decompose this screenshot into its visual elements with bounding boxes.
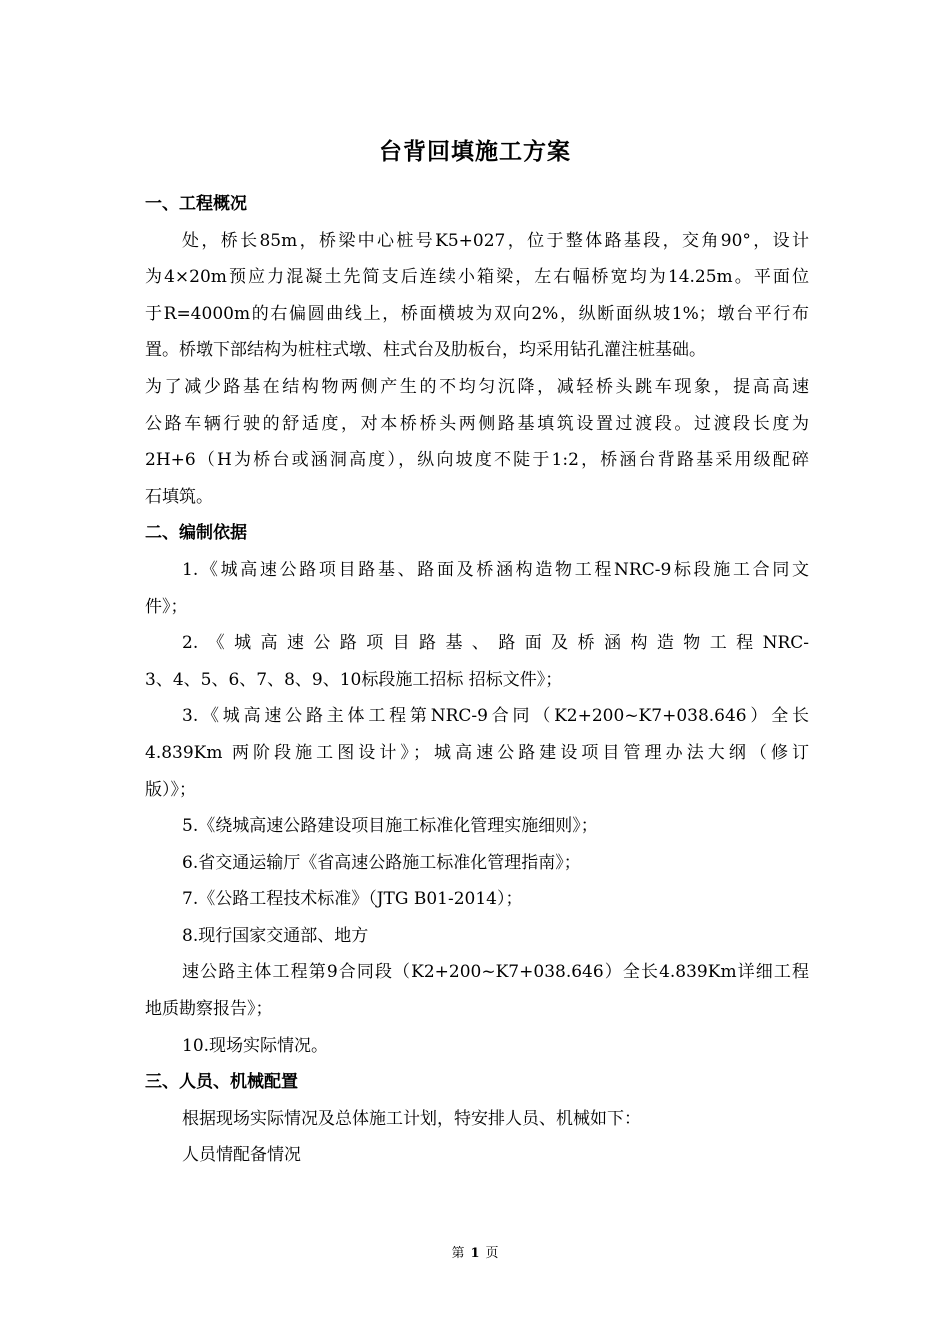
list-item-line: 7.《公路工程技术标准》（JTG B01-2014）； xyxy=(182,889,523,910)
document-title: 台背回填施工方案 xyxy=(379,139,571,165)
list-item-line: 5.《绕城高速公路建设项目施工标准化管理实施细则》； xyxy=(182,816,598,837)
section-heading-basis: 二、编制依据 xyxy=(145,523,247,544)
paragraph-line: 2H+6（H为桥台或涵洞高度），纵向坡度不陡于1:2，桥涵台背路基采用级配碎 xyxy=(145,450,809,471)
page-footer xyxy=(0,1244,950,1264)
paragraph-line: 置。桥墩下部结构为桩柱式墩、柱式台及肋板台，均采用钻孔灌注桩基础。 xyxy=(145,340,706,361)
paragraph-line: 石填筑。 xyxy=(145,486,213,507)
list-item-line: 1.《城高速公路项目路基、路面及桥涵构造物工程NRC-9标段施工合同文 xyxy=(182,559,809,580)
list-item-line: 6.省交通运输厅《省高速公路施工标准化管理指南》； xyxy=(182,852,581,873)
list-item-line: 2.《城高速公路项目路基、路面及桥涵构造物工程NRC- xyxy=(182,633,809,654)
paragraph-line: 人员情配备情况 xyxy=(182,1145,301,1166)
paragraph-line: 为4×20m预应力混凝土先简支后连续小箱梁，左右幅桥宽均为14.25m。平面位 xyxy=(145,267,809,288)
list-item-line: 速公路主体工程第9合同段（K2+200~K7+038.646）全长4.839Km详细工程 xyxy=(182,962,809,983)
paragraph-line: 为了减少路基在结构物两侧产生的不均匀沉降，减轻桥头跳车现象，提高高速 xyxy=(145,376,809,397)
list-item-line: 3.《城高速公路主体工程第NRC-9合同（K2+200~K7+038.646）全长 xyxy=(182,706,809,727)
footer-suffix: 页 xyxy=(485,1246,499,1261)
list-item-line: 件》； xyxy=(145,596,188,617)
list-item-line: 版）》； xyxy=(145,779,196,800)
list-item-line: 4.839Km 两阶段施工图设计》；城高速公路建设项目管理办法大纲（修订 xyxy=(145,742,809,763)
paragraph-line: 公路车辆行驶的舒适度，对本桥桥头两侧路基填筑设置过渡段。过渡段长度为 xyxy=(145,413,809,434)
list-item-line: 地质勘察报告》； xyxy=(145,999,273,1020)
paragraph-line: 于R=4000m的右偏圆曲线上，桥面横坡为双向2%，纵断面纵坡1%；墩台平行布 xyxy=(145,303,809,324)
footer-prefix: 第 xyxy=(451,1246,465,1261)
paragraph-line: 处，桥长85m，桥梁中心桩号K5+027，位于整体路基段，交角90°，设计 xyxy=(182,230,809,251)
document-body xyxy=(145,186,809,1174)
list-item-line: 8.现行国家交通部、地方 xyxy=(182,925,369,946)
list-item-line: 3、4、5、6、7、8、9、10标段施工招标 招标文件》； xyxy=(145,669,563,690)
section-heading-overview: 一、工程概况 xyxy=(145,194,247,214)
paragraph-line: 根据现场实际情况及总体施工计划，特安排人员、机械如下： xyxy=(182,1108,641,1129)
section-heading-staffing: 三、人员、机械配置 xyxy=(145,1072,298,1093)
list-item-line: 10.现场实际情况。 xyxy=(182,1035,329,1056)
page-number: 1 xyxy=(470,1246,480,1261)
